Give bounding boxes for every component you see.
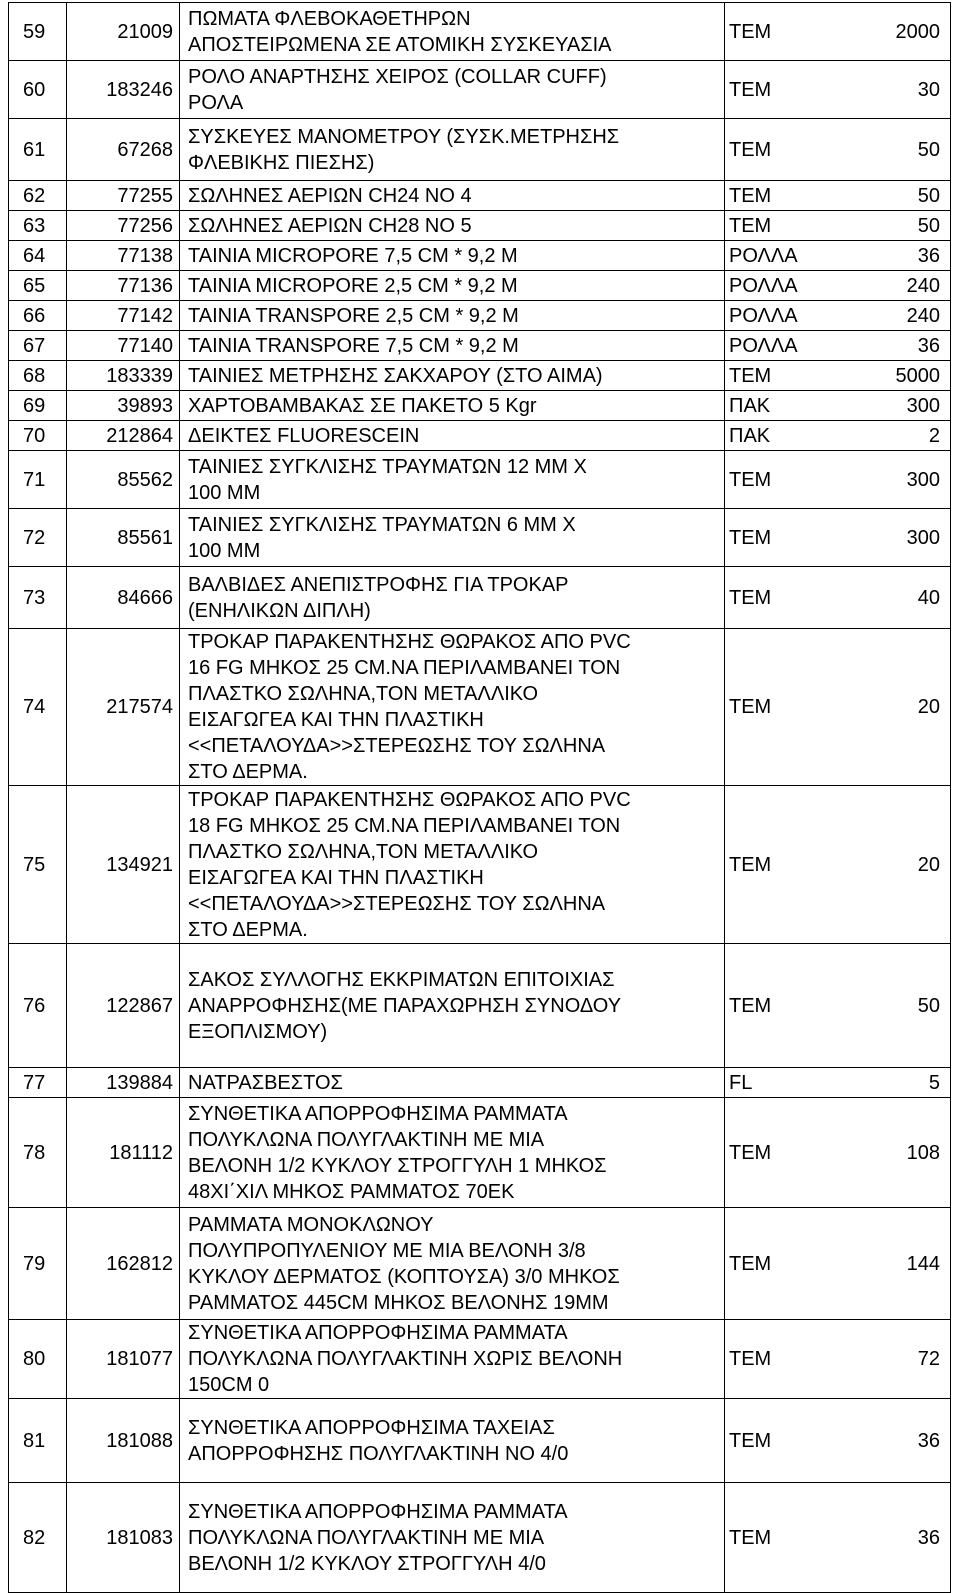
item-description: ΤΑΙΝΙΑ TRANSPORE 7,5 CM * 9,2 M	[180, 331, 725, 361]
item-description: ΣΥΣΚΕΥΕΣ ΜΑΝΟΜΕΤΡΟΥ (ΣΥΣΚ.ΜΕΤΡΗΣΗΣ ΦΛΕΒΙΚΗΣ ΠΙΕΣΗΣ)	[180, 119, 725, 181]
item-description: ΤΑΙΝΙΑ MICROPORE 2,5 CM * 9,2 M	[180, 271, 725, 301]
item-quantity: 300	[835, 451, 951, 509]
item-unit: ΤΕΜ	[725, 451, 835, 509]
row-number: 79	[9, 1208, 67, 1320]
item-description: ΠΩΜΑΤΑ ΦΛΕΒΟΚΑΘΕΤΗΡΩΝ ΑΠΟΣΤΕΙΡΩΜΕΝΑ ΣΕ ΑΤΟΜΙΚΗ ΣΥΣΚΕΥΑΣΙΑ	[180, 3, 725, 61]
item-unit: ΠΑΚ	[725, 391, 835, 421]
table-row	[9, 3, 951, 61]
table-row	[9, 567, 951, 629]
item-unit: ΤΕΜ	[725, 211, 835, 241]
table-row	[9, 61, 951, 119]
item-description: ΧΑΡΤΟΒΑΜΒΑΚΑΣ ΣΕ ΠΑΚΕΤΟ 5 Kgr	[180, 391, 725, 421]
item-unit: ΤΕΜ	[725, 629, 835, 786]
item-code: 212864	[67, 421, 180, 451]
item-quantity: 50	[835, 119, 951, 181]
item-description: ΣΥΝΘΕΤΙΚΑ ΑΠΟΡΡΟΦΗΣΙΜΑ ΡΑΜΜΑΤΑ ΠΟΛΥΚΛΩΝΑ ΠΟΛΥΓΛΑΚΤΙΝΗ ΜΕ ΜΙΑ ΒΕΛΟΝΗ 1/2 ΚΥΚΛΟΥ ΣΤΡΟΓΓΥΛΗ 1 ΜΗΚΟΣ 48ΧΙ΄ΧΙΛ ΜΗΚΟΣ ΡΑΜΜΑΤΟΣ 70ΕΚ	[180, 1098, 725, 1208]
item-code: 183246	[67, 61, 180, 119]
item-quantity: 144	[835, 1208, 951, 1320]
row-number: 77	[9, 1068, 67, 1098]
item-code: 122867	[67, 944, 180, 1068]
item-unit: ΤΕΜ	[725, 1098, 835, 1208]
item-quantity: 2000	[835, 3, 951, 61]
item-code: 217574	[67, 629, 180, 786]
item-description: ΣΥΝΘΕΤΙΚΑ ΑΠΟΡΡΟΦΗΣΙΜΑ ΡΑΜΜΑΤΑ ΠΟΛΥΚΛΩΝΑ ΠΟΛΥΓΛΑΚΤΙΝΗ ΜΕ ΜΙΑ ΒΕΛΟΝΗ 1/2 ΚΥΚΛΟΥ ΣΤΡΟΓΓΥΛΗ 4/0	[180, 1483, 725, 1593]
items-table-body	[9, 3, 951, 1593]
item-code: 77256	[67, 211, 180, 241]
item-description: ΤΑΙΝΙΕΣ ΣΥΓΚΛΙΣΗΣ ΤΡΑΥΜΑΤΩΝ 6 ΜΜ Χ 100 ΜΜ	[180, 509, 725, 567]
row-number: 80	[9, 1320, 67, 1399]
item-code: 77140	[67, 331, 180, 361]
table-row	[9, 271, 951, 301]
item-code: 67268	[67, 119, 180, 181]
item-quantity: 240	[835, 271, 951, 301]
item-unit: FL	[725, 1068, 835, 1098]
table-row	[9, 1483, 951, 1593]
row-number: 75	[9, 786, 67, 944]
item-code: 77255	[67, 181, 180, 211]
item-description: ΤΑΙΝΙΕΣ ΜΕΤΡΗΣΗΣ ΣΑΚΧΑΡΟΥ (ΣΤΟ ΑΙΜΑ)	[180, 361, 725, 391]
item-code: 181077	[67, 1320, 180, 1399]
table-row	[9, 1068, 951, 1098]
item-unit: ΠΑΚ	[725, 421, 835, 451]
table-row	[9, 944, 951, 1068]
item-quantity: 300	[835, 391, 951, 421]
row-number: 67	[9, 331, 67, 361]
row-number: 64	[9, 241, 67, 271]
table-row	[9, 241, 951, 271]
item-description: ΣΩΛΗΝΕΣ ΑΕΡΙΩΝ CH24 ΝΟ 4	[180, 181, 725, 211]
row-number: 65	[9, 271, 67, 301]
table-row	[9, 1098, 951, 1208]
table-row	[9, 331, 951, 361]
row-number: 76	[9, 944, 67, 1068]
row-number: 81	[9, 1399, 67, 1483]
item-code: 85562	[67, 451, 180, 509]
item-code: 134921	[67, 786, 180, 944]
item-description: ΣΩΛΗΝΕΣ ΑΕΡΙΩΝ CH28 ΝΟ 5	[180, 211, 725, 241]
row-number: 68	[9, 361, 67, 391]
item-unit: ΤΕΜ	[725, 509, 835, 567]
item-code: 181083	[67, 1483, 180, 1593]
row-number: 72	[9, 509, 67, 567]
item-quantity: 300	[835, 509, 951, 567]
table-row	[9, 361, 951, 391]
item-description: ΣΥΝΘΕΤΙΚΑ ΑΠΟΡΡΟΦΗΣΙΜΑ ΤΑΧΕΙΑΣ ΑΠΟΡΡΟΦΗΣΗΣ ΠΟΛΥΓΛΑΚΤΙΝΗ ΝΟ 4/0	[180, 1399, 725, 1483]
item-unit: ΤΕΜ	[725, 3, 835, 61]
table-row	[9, 1208, 951, 1320]
item-quantity: 5000	[835, 361, 951, 391]
item-description: ΒΑΛΒΙΔΕΣ ΑΝΕΠΙΣΤΡΟΦΗΣ ΓΙΑ ΤΡΟΚΑΡ (ΕΝΗΛΙΚΩΝ ΔΙΠΛΗ)	[180, 567, 725, 629]
item-description: ΤΡΟΚΑΡ ΠΑΡΑΚΕΝΤΗΣΗΣ ΘΩΡΑΚΟΣ ΑΠΟ PVC 16 FG ΜΗΚΟΣ 25 CM.ΝΑ ΠΕΡΙΛΑΜΒΑΝΕΙ ΤΟΝ ΠΛΑΣΤΚΟ ΣΩΛΗΝΑ,ΤΟΝ ΜΕΤΑΛΛΙΚΟ ΕΙΣΑΓΩΓΕΑ ΚΑΙ ΤΗΝ ΠΛΑΣΤΙΚΗ <<ΠΕΤΑΛΟΥΔΑ>>ΣΤΕΡΕΩΣΗΣ ΤΟΥ ΣΩΛΗΝΑ ΣΤΟ ΔΕΡΜΑ.	[180, 629, 725, 786]
item-quantity: 50	[835, 211, 951, 241]
item-quantity: 20	[835, 629, 951, 786]
item-quantity: 36	[835, 1483, 951, 1593]
item-code: 181112	[67, 1098, 180, 1208]
item-unit: ΤΕΜ	[725, 1320, 835, 1399]
table-row	[9, 119, 951, 181]
row-number: 71	[9, 451, 67, 509]
row-number: 59	[9, 3, 67, 61]
item-quantity: 2	[835, 421, 951, 451]
item-code: 162812	[67, 1208, 180, 1320]
item-description: ΤΑΙΝΙΑ TRANSPORE 2,5 CM * 9,2 M	[180, 301, 725, 331]
row-number: 82	[9, 1483, 67, 1593]
item-description: ΔΕΙΚΤΕΣ FLUORESCEIN	[180, 421, 725, 451]
item-unit: ΤΕΜ	[725, 181, 835, 211]
item-description: ΡΑΜΜΑΤΑ ΜΟΝΟΚΛΩΝΟΥ ΠΟΛΥΠΡΟΠΥΛΕΝΙΟΥ ΜΕ ΜΙΑ ΒΕΛΟΝΗ 3/8 ΚΥΚΛΟΥ ΔΕΡΜΑΤΟΣ (ΚΟΠΤΟΥΣΑ) 3/0 ΜΗΚΟΣ ΡΑΜΜΑΤΟΣ 445CM ΜΗΚΟΣ ΒΕΛΟΝΗΣ 19ΜΜ	[180, 1208, 725, 1320]
table-row	[9, 451, 951, 509]
item-description: ΤΡΟΚΑΡ ΠΑΡΑΚΕΝΤΗΣΗΣ ΘΩΡΑΚΟΣ ΑΠΟ PVC 18 FG ΜΗΚΟΣ 25 CM.ΝΑ ΠΕΡΙΛΑΜΒΑΝΕΙ ΤΟΝ ΠΛΑΣΤΚΟ ΣΩΛΗΝΑ,ΤΟΝ ΜΕΤΑΛΛΙΚΟ ΕΙΣΑΓΩΓΕΑ ΚΑΙ ΤΗΝ ΠΛΑΣΤΙΚΗ <<ΠΕΤΑΛΟΥΔΑ>>ΣΤΕΡΕΩΣΗΣ ΤΟΥ ΣΩΛΗΝΑ ΣΤΟ ΔΕΡΜΑ.	[180, 786, 725, 944]
item-unit: ΤΕΜ	[725, 1208, 835, 1320]
table-row	[9, 1320, 951, 1399]
item-description: ΣΑΚΟΣ ΣΥΛΛΟΓΗΣ ΕΚΚΡΙΜΑΤΩΝ ΕΠΙΤΟΙΧΙΑΣ ΑΝΑΡΡΟΦΗΣΗΣ(ΜΕ ΠΑΡΑΧΩΡΗΣΗ ΣΥΝΟΔΟΥ ΕΞΟΠΛΙΣΜΟΥ)	[180, 944, 725, 1068]
item-description: ΤΑΙΝΙΕΣ ΣΥΓΚΛΙΣΗΣ ΤΡΑΥΜΑΤΩΝ 12 ΜΜ Χ 100 ΜΜ	[180, 451, 725, 509]
table-row	[9, 629, 951, 786]
table-row	[9, 391, 951, 421]
table-row	[9, 301, 951, 331]
row-number: 69	[9, 391, 67, 421]
row-number: 74	[9, 629, 67, 786]
item-code: 183339	[67, 361, 180, 391]
item-quantity: 36	[835, 1399, 951, 1483]
item-unit: ΤΕΜ	[725, 1483, 835, 1593]
item-unit: ΤΕΜ	[725, 361, 835, 391]
item-unit: ΤΕΜ	[725, 567, 835, 629]
row-number: 78	[9, 1098, 67, 1208]
item-unit: ΡΟΛΛΑ	[725, 331, 835, 361]
item-code: 77136	[67, 271, 180, 301]
row-number: 70	[9, 421, 67, 451]
item-quantity: 72	[835, 1320, 951, 1399]
row-number: 62	[9, 181, 67, 211]
item-quantity: 36	[835, 241, 951, 271]
row-number: 60	[9, 61, 67, 119]
row-number: 61	[9, 119, 67, 181]
item-quantity: 240	[835, 301, 951, 331]
item-quantity: 40	[835, 567, 951, 629]
item-description: ΝΑΤΡΑΣΒΕΣΤΟΣ	[180, 1068, 725, 1098]
item-code: 181088	[67, 1399, 180, 1483]
item-unit: ΡΟΛΛΑ	[725, 271, 835, 301]
table-row	[9, 181, 951, 211]
table-row	[9, 421, 951, 451]
item-code: 84666	[67, 567, 180, 629]
item-quantity: 20	[835, 786, 951, 944]
row-number: 73	[9, 567, 67, 629]
row-number: 63	[9, 211, 67, 241]
item-code: 77138	[67, 241, 180, 271]
item-quantity: 36	[835, 331, 951, 361]
item-unit: ΤΕΜ	[725, 786, 835, 944]
item-code: 77142	[67, 301, 180, 331]
table-row	[9, 509, 951, 567]
items-table	[8, 2, 951, 1593]
item-unit: ΤΕΜ	[725, 61, 835, 119]
item-description: ΣΥΝΘΕΤΙΚΑ ΑΠΟΡΡΟΦΗΣΙΜΑ ΡΑΜΜΑΤΑ ΠΟΛΥΚΛΩΝΑ ΠΟΛΥΓΛΑΚΤΙΝΗ ΧΩΡΙΣ ΒΕΛΟΝΗ 150CM 0	[180, 1320, 725, 1399]
row-number: 66	[9, 301, 67, 331]
item-unit: ΤΕΜ	[725, 1399, 835, 1483]
item-description: ΤΑΙΝΙΑ MICROPORE 7,5 CM * 9,2 M	[180, 241, 725, 271]
item-quantity: 30	[835, 61, 951, 119]
item-unit: ΤΕΜ	[725, 944, 835, 1068]
item-unit: ΡΟΛΛΑ	[725, 241, 835, 271]
item-code: 39893	[67, 391, 180, 421]
table-row	[9, 1399, 951, 1483]
item-code: 139884	[67, 1068, 180, 1098]
item-quantity: 5	[835, 1068, 951, 1098]
item-description: ΡΟΛΟ ΑΝΑΡΤΗΣΗΣ ΧΕΙΡΟΣ (COLLAR CUFF) ΡΟΛΑ	[180, 61, 725, 119]
item-quantity: 50	[835, 181, 951, 211]
item-quantity: 108	[835, 1098, 951, 1208]
item-code: 21009	[67, 3, 180, 61]
item-unit: ΡΟΛΛΑ	[725, 301, 835, 331]
table-row	[9, 786, 951, 944]
item-unit: ΤΕΜ	[725, 119, 835, 181]
item-quantity: 50	[835, 944, 951, 1068]
table-row	[9, 211, 951, 241]
item-code: 85561	[67, 509, 180, 567]
